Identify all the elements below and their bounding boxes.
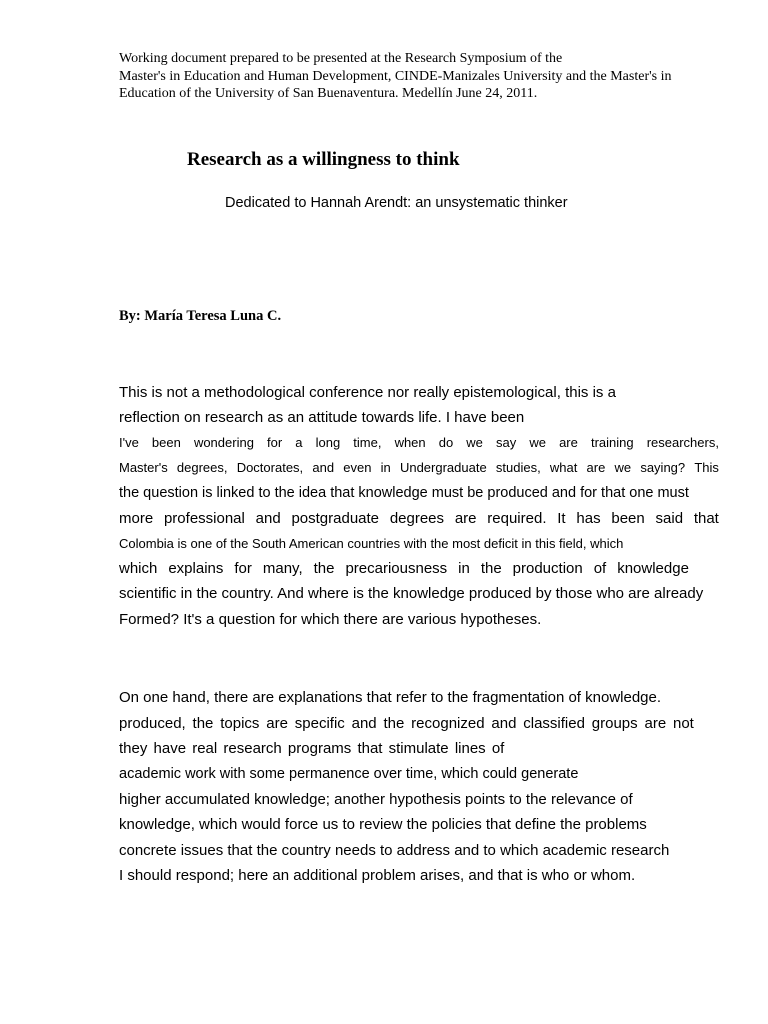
header-line: Master's in Education and Human Development, CINDE-Manizales University and the Master's in (119, 68, 672, 84)
word: that (693, 510, 719, 527)
author-byline: By: María Teresa Luna C. (119, 308, 282, 324)
word: not (673, 715, 694, 732)
word: and (255, 510, 281, 527)
word: are (266, 715, 288, 732)
word: in (380, 460, 391, 475)
word: which (119, 560, 158, 577)
paragraph-line: reflection on research as an attitude towards life. I have been (119, 409, 525, 426)
word: saying? (640, 460, 686, 475)
paragraph-line: Colombia is one of the South American countries with the most deficit in this field, which (119, 536, 624, 551)
word: recognized (411, 715, 485, 732)
word: the (192, 715, 214, 732)
paragraph-line: knowledge, which would force us to review the policies that define the problems (119, 816, 647, 833)
word: what (549, 460, 578, 475)
paragraph-line: the question is linked to the idea that knowledge must be produced and for that one must (119, 485, 689, 501)
paragraph-line: academic work with some permanence over time, which could generate (119, 766, 579, 782)
word: and (312, 460, 335, 475)
paragraph-line (119, 560, 689, 577)
word: production (512, 560, 583, 577)
word: many, (262, 560, 303, 577)
word: time, (353, 435, 382, 450)
word: are (454, 510, 477, 527)
word: I've (119, 435, 139, 450)
paragraph-line: Formed? It's a question for which there are various hypotheses. (119, 611, 542, 628)
paragraph-line: I should respond; here an additional problem arises, and that is who or whom. (119, 867, 636, 884)
word: and (351, 715, 377, 732)
word: for (234, 560, 252, 577)
word: topics (220, 715, 260, 732)
word: degrees, (176, 460, 228, 475)
word: been (611, 510, 645, 527)
paragraph-line: they have real research programs that stimulate lines of (119, 740, 505, 757)
word: explains (168, 560, 224, 577)
paragraph-line: On one hand, there are explanations that refer to the fragmentation of knowledge. (119, 689, 662, 706)
paragraph-line (119, 460, 719, 475)
word: training (590, 435, 634, 450)
word: knowledge (617, 560, 689, 577)
word: say (496, 435, 517, 450)
word: we (466, 435, 483, 450)
paragraph-line: scientific in the country. And where is the knowledge produced by those who are already (119, 585, 704, 602)
word: of (593, 560, 607, 577)
word: has (576, 510, 601, 527)
word: postgraduate (291, 510, 380, 527)
paragraph-line: higher accumulated knowledge; another hypothesis points to the relevance of (119, 791, 633, 808)
word: do (438, 435, 454, 450)
document-title: Research as a willingness to think (187, 149, 460, 170)
word: degrees (389, 510, 445, 527)
paragraph-line (119, 715, 694, 732)
header-line: Working document prepared to be presented at the Research Symposium of the (119, 51, 563, 66)
word: are (586, 460, 606, 475)
word: even (343, 460, 372, 475)
word: said (655, 510, 684, 527)
word: are (559, 435, 578, 450)
word: classified (523, 715, 585, 732)
dedication: Dedicated to Hannah Arendt: an unsystematic thinker (225, 195, 568, 211)
word: produced, (119, 715, 186, 732)
word: we (529, 435, 546, 450)
word: more (119, 510, 154, 527)
word: when (394, 435, 426, 450)
word: researchers, (646, 435, 719, 450)
word: the (313, 560, 335, 577)
word: a (295, 435, 303, 450)
header-line: Education of the University of San Buenaventura. Medellín June 24, 2011. (119, 86, 538, 101)
word: It (557, 510, 566, 527)
word: specific (294, 715, 345, 732)
word: wondering (193, 435, 254, 450)
word: studies, (495, 460, 541, 475)
word: been (151, 435, 181, 450)
word: the (383, 715, 405, 732)
word: groups (591, 715, 638, 732)
word: in (458, 560, 470, 577)
word: we (614, 460, 632, 475)
word: required. (487, 510, 547, 527)
word: professional (163, 510, 245, 527)
word: precariousness (345, 560, 448, 577)
paragraph-line (119, 435, 719, 450)
paragraph-line (119, 510, 719, 527)
word: long (315, 435, 341, 450)
header-note (119, 50, 719, 103)
word: This (694, 460, 719, 475)
word: Doctorates, (236, 460, 304, 475)
paragraph-line: concrete issues that the country needs to address and to which academic research (119, 842, 670, 859)
word: Undergraduate (399, 460, 487, 475)
paragraph-line: This is not a methodological conference nor really epistemological, this is a (119, 384, 616, 401)
word: Master's (119, 460, 168, 475)
word: for (267, 435, 283, 450)
word: are (644, 715, 667, 732)
word: and (491, 715, 517, 732)
word: the (480, 560, 502, 577)
